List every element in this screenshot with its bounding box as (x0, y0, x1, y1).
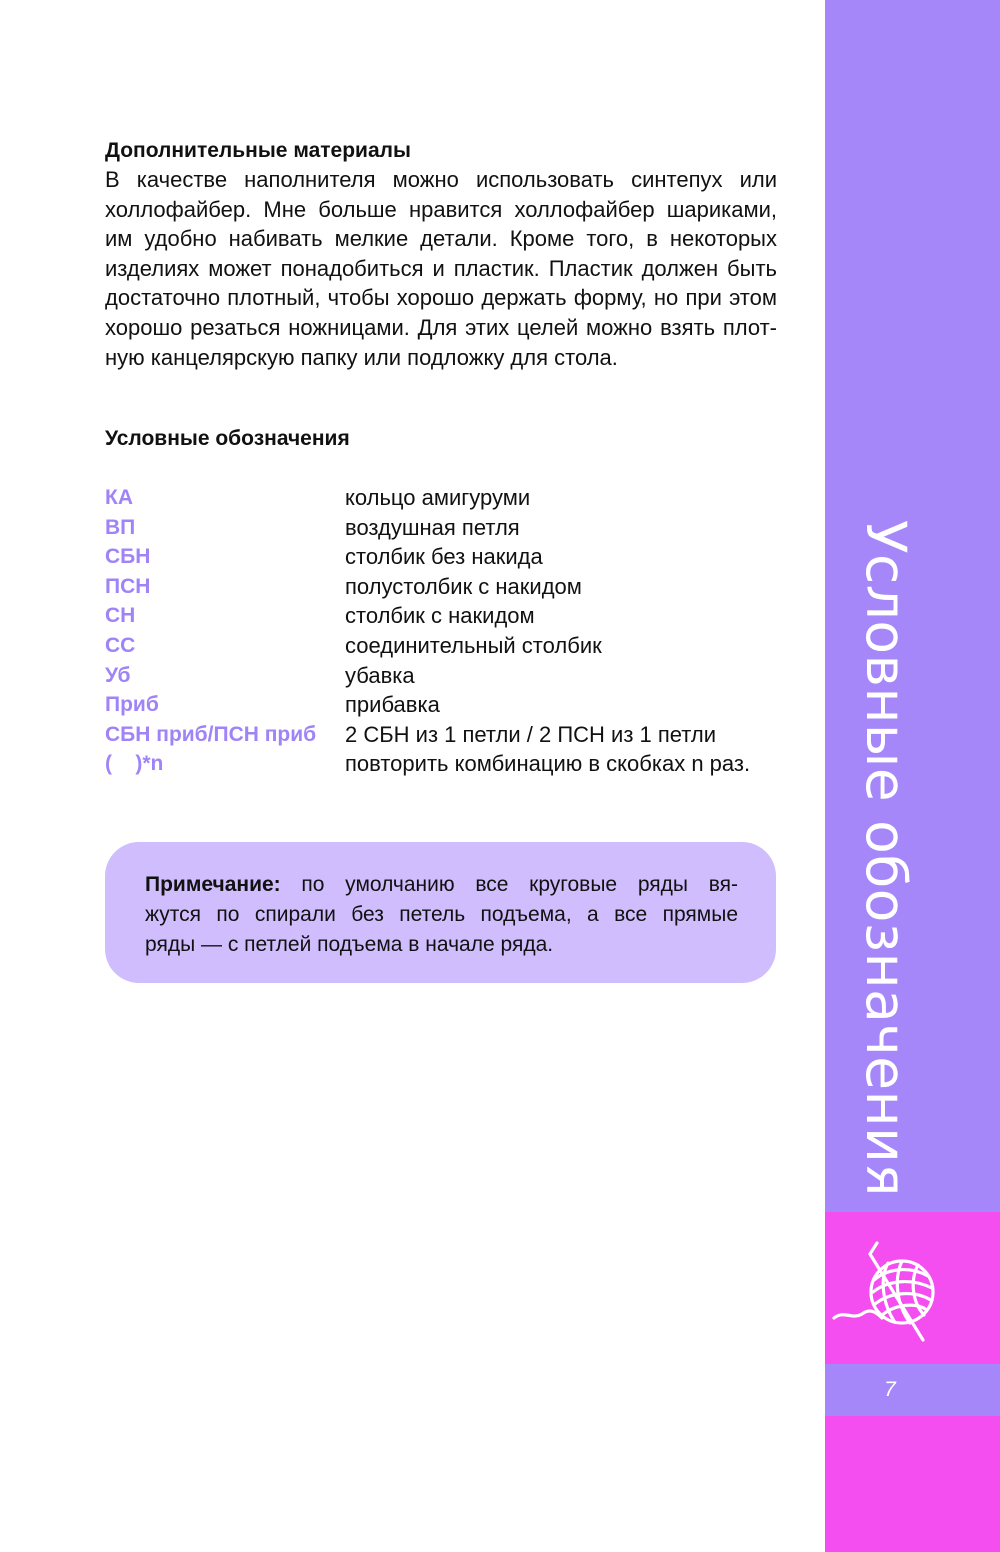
sidebar-bottom-block (825, 1416, 1000, 1552)
legend-abbr: СН (105, 604, 136, 628)
legend-meaning: убавка (345, 662, 415, 688)
legend-abbr: КА (105, 486, 133, 509)
legend-meaning: воздушная петля (345, 514, 520, 540)
sidebar-title: Условные обозначения (854, 520, 918, 1197)
legend-abbr: СБН (105, 545, 151, 569)
note-line (145, 870, 738, 900)
materials-line: холлофайбер. Мне больше нравится холлофайбер шариками, (105, 196, 777, 222)
legend-row (105, 572, 785, 602)
legend-row (105, 749, 785, 779)
legend-meaning: столбик с накидом (345, 603, 535, 629)
legend-row (105, 661, 785, 691)
legend-meaning: прибавка (345, 692, 440, 718)
materials-line: хорошо резаться ножницами. Для этих целей можно взять плот- (105, 314, 777, 340)
legend-row (105, 690, 785, 720)
note-line: ряды — с петлей подъема в начале ряда. (145, 933, 554, 956)
note-line: жутся по спирали без петель подъема, а все прямые (145, 903, 738, 926)
legend-abbr: Уб (105, 663, 131, 687)
materials-line: им удобно набивать мелкие детали. Кроме того, в некоторых (105, 226, 777, 252)
note-line-rest: по умолчанию все круговые ряды вя- (280, 873, 738, 896)
legend-meaning: повторить комбинацию в скобках n раз. (345, 751, 751, 777)
legend-row (105, 483, 785, 513)
materials-title: Дополнительные материалы (105, 139, 411, 162)
legend-meaning: кольцо амигуруми (345, 485, 531, 510)
note-label: Примечание: (145, 873, 281, 896)
legend-list (105, 483, 785, 779)
legend-row (105, 720, 785, 750)
materials-line: В качестве наполнителя можно использовать синтепух или (105, 167, 777, 192)
legend-row (105, 513, 785, 543)
materials-paragraph (105, 165, 777, 372)
legend-abbr: ПСН (105, 574, 151, 598)
materials-line: достаточно плотный, чтобы хорошо держать форму, но при этом (105, 285, 777, 311)
legend-abbr: ВП (105, 515, 136, 539)
legend-title: Условные обозначения (105, 427, 350, 450)
sidebar-title-wrap (846, 520, 926, 1197)
legend-row (105, 601, 785, 631)
note-box (105, 842, 776, 983)
materials-line: изделиях может понадобиться и пластик. Пластик должен быть (105, 255, 777, 281)
legend-abbr: СС (105, 633, 136, 657)
legend-abbr: СБН приб/ПСН приб (105, 722, 317, 746)
legend-meaning: соединительный столбик (345, 632, 602, 658)
legend-row (105, 631, 785, 661)
yarn-ball-crochet-hook-icon (830, 1240, 940, 1346)
legend-abbr: Приб (105, 693, 159, 717)
note-text (145, 870, 738, 960)
legend-abbr: ( )*n (105, 752, 164, 776)
materials-line: ную канцелярскую папку или подложку для стола. (105, 344, 618, 370)
legend-meaning: 2 СБН из 1 петли / 2 ПСН из 1 петли (345, 721, 717, 747)
legend-meaning: полустолбик с накидом (345, 573, 582, 599)
legend-row (105, 542, 785, 572)
legend-meaning: столбик без накида (345, 544, 543, 570)
page-number: 7 (884, 1378, 896, 1401)
